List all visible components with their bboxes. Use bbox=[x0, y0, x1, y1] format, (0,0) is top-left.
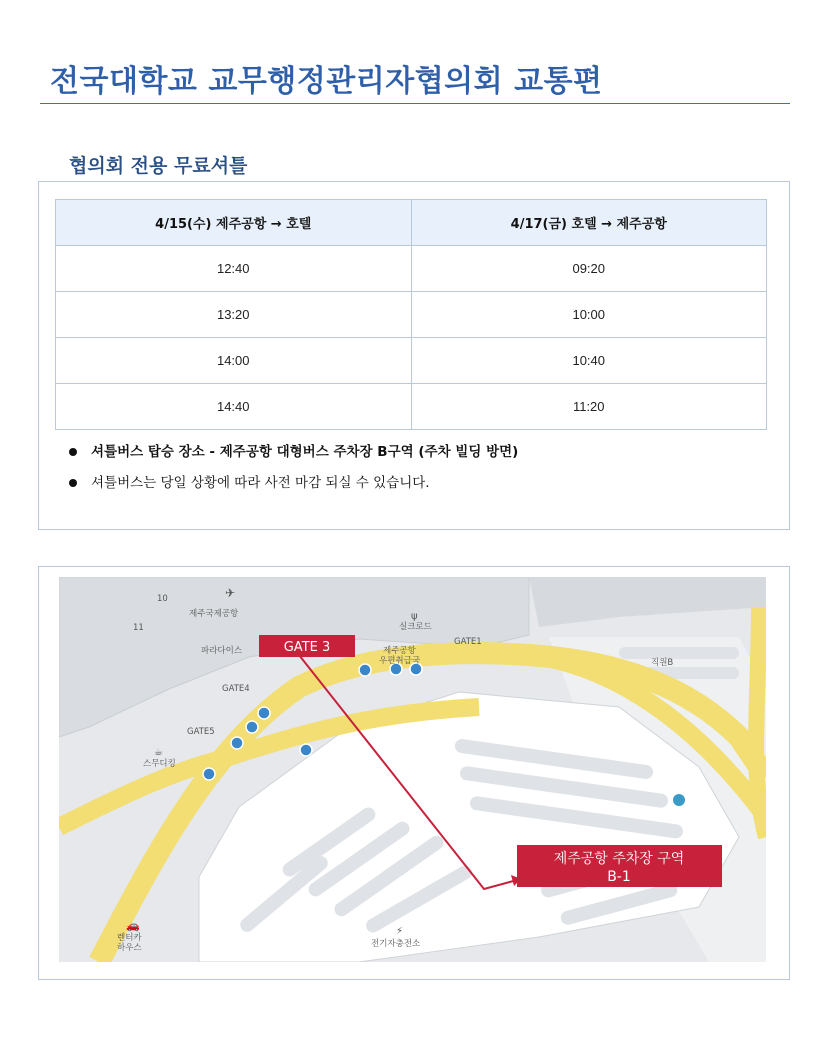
table-row bbox=[56, 338, 767, 384]
destination-label-line1: 제주공항 주차장 구역 bbox=[553, 851, 685, 867]
bullet-icon bbox=[69, 448, 77, 456]
map-box bbox=[38, 566, 790, 980]
title-divider bbox=[40, 103, 790, 104]
table-row bbox=[56, 246, 767, 292]
map-label-post-office: 제주공항 bbox=[383, 646, 416, 656]
table-cell: 10:40 bbox=[411, 338, 767, 384]
table-cell: 13:20 bbox=[56, 292, 412, 338]
table-header-row bbox=[56, 200, 767, 246]
map-label-parking-b: 직원B bbox=[651, 658, 674, 668]
column-header-departure: 4/17(금) 호텔 → 제주공항 bbox=[411, 200, 767, 246]
map-label-10: 10 bbox=[157, 594, 168, 604]
page-title: 전국대학교 교무행정관리자협의회 교통편 bbox=[50, 64, 603, 99]
shuttle-section-title: 협의회 전용 무료셔틀 bbox=[69, 155, 248, 177]
table-cell: 14:40 bbox=[56, 384, 412, 430]
ev-charger-icon: ⚡ bbox=[396, 926, 404, 937]
map-label-silkroad: 실크로드 bbox=[399, 622, 432, 632]
map-label-gate1: GATE1 bbox=[454, 637, 482, 647]
map-label-ev-station: 전기자충전소 bbox=[371, 939, 421, 949]
list-item bbox=[69, 440, 518, 471]
shuttle-notes-list bbox=[69, 440, 518, 502]
map-illustration bbox=[59, 577, 766, 962]
gate3-label: GATE 3 bbox=[283, 640, 331, 655]
bullet-icon bbox=[69, 479, 77, 487]
map-label-smoothie-king: 스무디킹 bbox=[143, 759, 176, 769]
shuttle-info-box bbox=[38, 181, 790, 530]
list-item bbox=[69, 471, 518, 502]
map-label-gate5: GATE5 bbox=[187, 727, 215, 737]
note-boarding-location: 셔틀버스 탑승 장소 - 제주공항 대형버스 주차장 B구역 (주차 빌딩 방면) bbox=[91, 444, 519, 460]
map-label-rentcar: 렌터카 bbox=[117, 933, 142, 943]
shuttle-schedule-table bbox=[55, 199, 767, 430]
table-cell: 11:20 bbox=[411, 384, 767, 430]
map-label-post-office-2: 우편취급국 bbox=[379, 656, 421, 666]
table-cell: 14:00 bbox=[56, 338, 412, 384]
table-row bbox=[56, 384, 767, 430]
cafe-icon: ☕ bbox=[154, 747, 163, 758]
restaurant-icon: ψ bbox=[411, 611, 418, 622]
map-label-11: 11 bbox=[133, 623, 144, 633]
table-cell: 10:00 bbox=[411, 292, 767, 338]
car-icon: 🚗 bbox=[126, 919, 140, 932]
map-label-airport: 제주국제공항 bbox=[189, 609, 239, 619]
airport-map bbox=[59, 577, 766, 962]
map-label-gate4: GATE4 bbox=[222, 684, 250, 694]
restroom-icon bbox=[673, 794, 685, 806]
column-header-arrival: 4/15(수) 제주공항 → 호텔 bbox=[56, 200, 412, 246]
airplane-icon: ✈ bbox=[225, 586, 236, 600]
note-early-close: 셔틀버스는 당일 상황에 따라 사전 마감 되실 수 있습니다. bbox=[91, 475, 430, 491]
map-label-paradise: 파라다이스 bbox=[201, 646, 243, 656]
table-cell: 09:20 bbox=[411, 246, 767, 292]
destination-label-line2: B-1 bbox=[607, 869, 631, 885]
map-label-rentcar-2: 하우스 bbox=[117, 943, 142, 953]
table-row bbox=[56, 292, 767, 338]
table-cell: 12:40 bbox=[56, 246, 412, 292]
